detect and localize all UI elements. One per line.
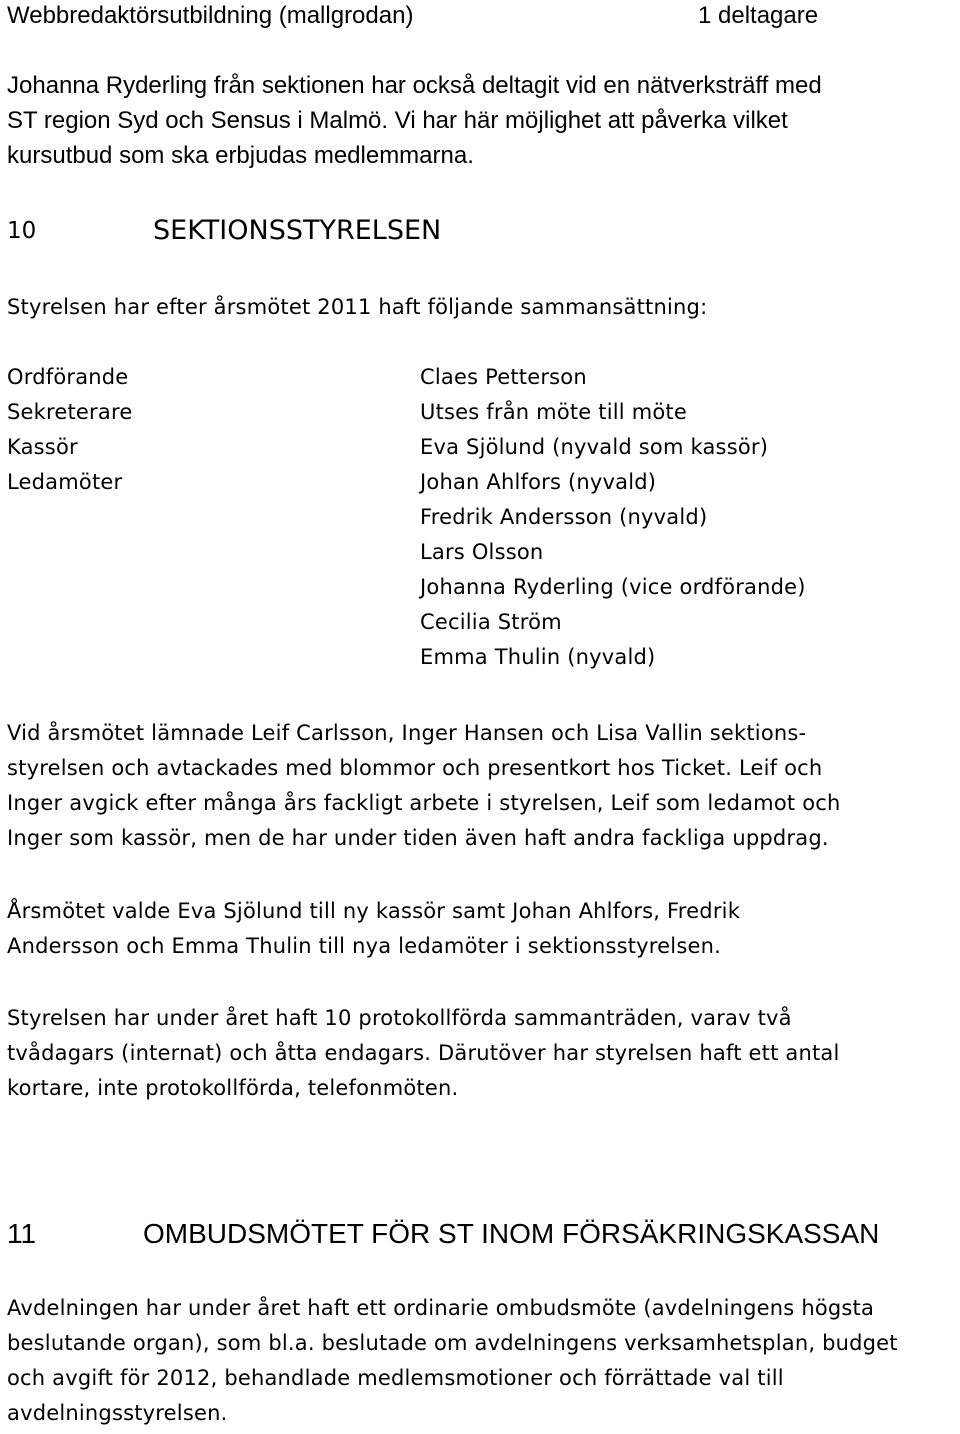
paragraph-line: Styrelsen har under året haft 10 protokollförda sammanträden, varav två — [7, 1006, 792, 1030]
section-11-number: 11 — [7, 1218, 37, 1249]
section-11-title: OMBUDSMÖTET FÖR ST INOM FÖRSÄKRINGSKASSAN — [143, 1218, 880, 1249]
board-member: Eva Sjölund (nyvald som kassör) — [420, 435, 769, 459]
paragraph-line: Avdelningen har under året haft ett ordinarie ombudsmöte (avdelningens högsta — [7, 1296, 875, 1320]
participant-count: 1 deltagare — [698, 2, 819, 29]
board-member: Claes Petterson — [420, 365, 587, 389]
role-secretary: Sekreterare — [7, 400, 133, 424]
board-member: Emma Thulin (nyvald) — [420, 645, 656, 669]
board-member: Johanna Ryderling (vice ordförande) — [420, 575, 806, 599]
intro-paragraph — [7, 68, 955, 173]
role-treasurer: Kassör — [7, 435, 78, 459]
board-roles-list — [7, 360, 132, 500]
board-composition-intro: Styrelsen har efter årsmötet 2011 haft följande sammansättning: — [7, 295, 708, 319]
board-member: Lars Olsson — [420, 540, 544, 564]
paragraph-line: Johanna Ryderling från sektionen har också deltagit vid en nätverksträff med — [7, 72, 822, 99]
course-title: Webbredaktörsutbildning (mallgrodan) — [7, 2, 414, 29]
board-member: Utses från möte till möte — [420, 400, 687, 424]
paragraph-line: ST region Syd och Sensus i Malmö. Vi har här möjlighet att påverka vilket — [7, 107, 788, 134]
paragraph-line: Årsmötet valde Eva Sjölund till ny kassör samt Johan Ahlfors, Fredrik — [7, 899, 741, 923]
board-member: Johan Ahlfors (nyvald) — [420, 470, 657, 494]
section-10-title: SEKTIONSSTYRELSEN — [153, 215, 442, 246]
paragraph-line: kortare, inte protokollförda, telefonmöten. — [7, 1076, 459, 1100]
paragraph-line: Andersson och Emma Thulin till nya ledamöter i sektionsstyrelsen. — [7, 934, 721, 958]
representative-meeting-paragraph — [7, 1291, 955, 1431]
paragraph-line: avdelningsstyrelsen. — [7, 1401, 228, 1425]
role-members: Ledamöter — [7, 470, 123, 494]
paragraph-line: tvådagars (internat) och åtta endagars. Därutöver har styrelsen haft ett antal — [7, 1041, 840, 1065]
section-10-number: 10 — [7, 218, 37, 244]
paragraph-line: Inger som kassör, men de har under tiden även haft andra fackliga uppdrag. — [7, 826, 829, 850]
board-members-list — [420, 360, 806, 675]
paragraph-line: kursutbud som ska erbjudas medlemmarna. — [7, 142, 474, 169]
paragraph-line: Vid årsmötet lämnade Leif Carlsson, Inger Hansen och Lisa Vallin sektions- — [7, 721, 807, 745]
election-paragraph — [7, 894, 955, 964]
paragraph-line: beslutande organ), som bl.a. beslutade om avdelningens verksamhetsplan, budget — [7, 1331, 898, 1355]
paragraph-line: och avgift för 2012, behandlade medlemsmotioner och förrättade val till — [7, 1366, 784, 1390]
board-changes-paragraph — [7, 716, 955, 856]
board-member: Cecilia Ström — [420, 610, 562, 634]
paragraph-line: styrelsen och avtackades med blommor och presentkort hos Ticket. Leif och — [7, 756, 823, 780]
meetings-paragraph — [7, 1001, 955, 1106]
role-chair: Ordförande — [7, 365, 129, 389]
board-member: Fredrik Andersson (nyvald) — [420, 505, 708, 529]
paragraph-line: Inger avgick efter många års fackligt arbete i styrelsen, Leif som ledamot och — [7, 791, 841, 815]
